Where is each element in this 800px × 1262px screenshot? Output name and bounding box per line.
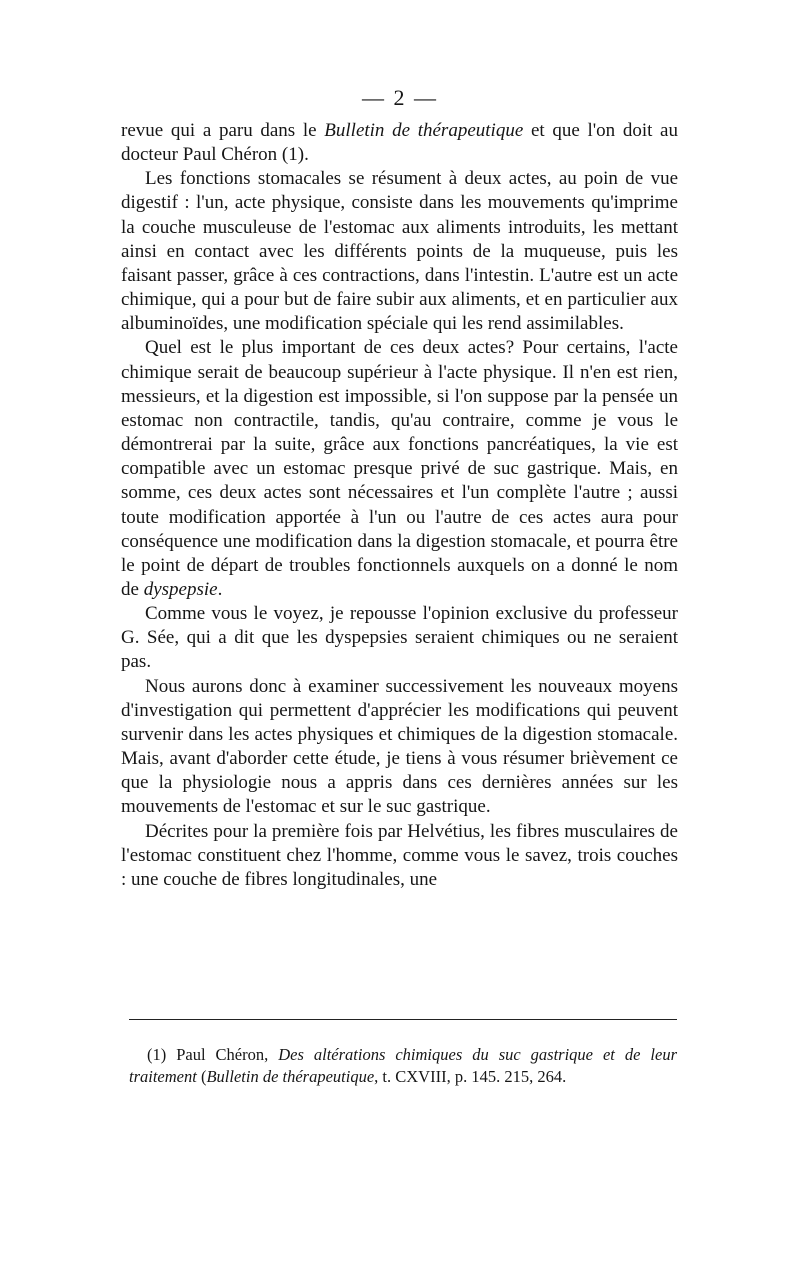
text-run: . (217, 578, 223, 600)
text-run: Nous aurons donc à examiner successivement les nouveaux moyens d'investigation qui permettent d'apprécier les modifications qui peuvent survenir dans les actes physiques et chimiques de la digestion stomacale. Mais, avant d'aborder cette étude, je tiens à vous résumer brièvement ce que la physiologie nous a appris dans ces dernières années sur les mouvements de l'estomac et sur le suc gastrique. (121, 675, 678, 818)
text-run: , t. CXVIII, p. 145. 215, 264. (374, 1067, 567, 1086)
italic-run: Des altérations chimiques du suc gastrique et de leur traitement (129, 1045, 677, 1086)
paragraph (121, 167, 678, 336)
text-run: ( (196, 1067, 207, 1086)
text-run: (1) Paul Chéron, (147, 1045, 279, 1064)
text-run: et que l'on doit au docteur Paul Chéron (1). (121, 120, 678, 166)
paragraph (121, 336, 678, 602)
paragraph (121, 820, 678, 892)
paragraph (121, 119, 678, 167)
text-run: revue qui a paru dans le (121, 120, 325, 141)
text-run: Comme vous le voyez, je repousse l'opinion exclusive du professeur G. Sée, qui a dit que les dyspepsies seraient chimiques ou ne seraient pas. (121, 603, 678, 673)
footnote (129, 1044, 677, 1088)
paragraph (121, 602, 678, 674)
footnote-divider (129, 1019, 677, 1020)
italic-run: dyspepsie (143, 578, 218, 600)
italic-run: Bulletin de thérapeutique (324, 120, 524, 141)
text-run: Les fonctions stomacales se résument à deux actes, au poin de vue digestif : l'un, acte physique, consiste dans les mouvements qu'imprime la couche musculeuse de l'estomac aux aliments introduits, les mettant ainsi en contact avec les différents points de la muqueuse, puis les faisant passer, grâce à ces contractions, dans l'intestin. L'autre est un acte chimique, qui a pour but de faire subir aux aliments, et en particulier aux albuminoïdes, une modification spéciale qui les rend assimilables. (121, 168, 678, 335)
text-run: Quel est le plus important de ces deux actes? Pour certains, l'acte chimique serait de beaucoup supérieur à l'acte physique. Il n'en est rien, messieurs, et la digestion est impossible, si l'on suppose par la pensée un estomac non contractile, tandis, qu'au contraire, comme je vous le démontrerai par la suite, grâce aux fonctions pancréatiques, la vie est compatible avec un estomac presque privé de suc gastrique. Mais, en somme, ces deux actes sont nécessaires et l'un complète l'autre ; aussi toute modification apportée à l'un ou l'autre de ces actes aura pour conséquence une modification dans la digestion stomacale, et pourra être le point de départ de troubles fonctionnels auxquels on a donné le nom de (121, 337, 678, 600)
text-run: Décrites pour la première fois par Helvétius, les fibres musculaires de l'estomac constituent chez l'homme, comme vous le savez, trois couches : une couche de fibres longitudinales, une (121, 820, 678, 890)
paragraph (121, 675, 678, 820)
page-number: — 2 — (362, 85, 438, 110)
italic-run: Bulletin de thérapeutique (206, 1067, 375, 1086)
body-text (121, 119, 678, 892)
